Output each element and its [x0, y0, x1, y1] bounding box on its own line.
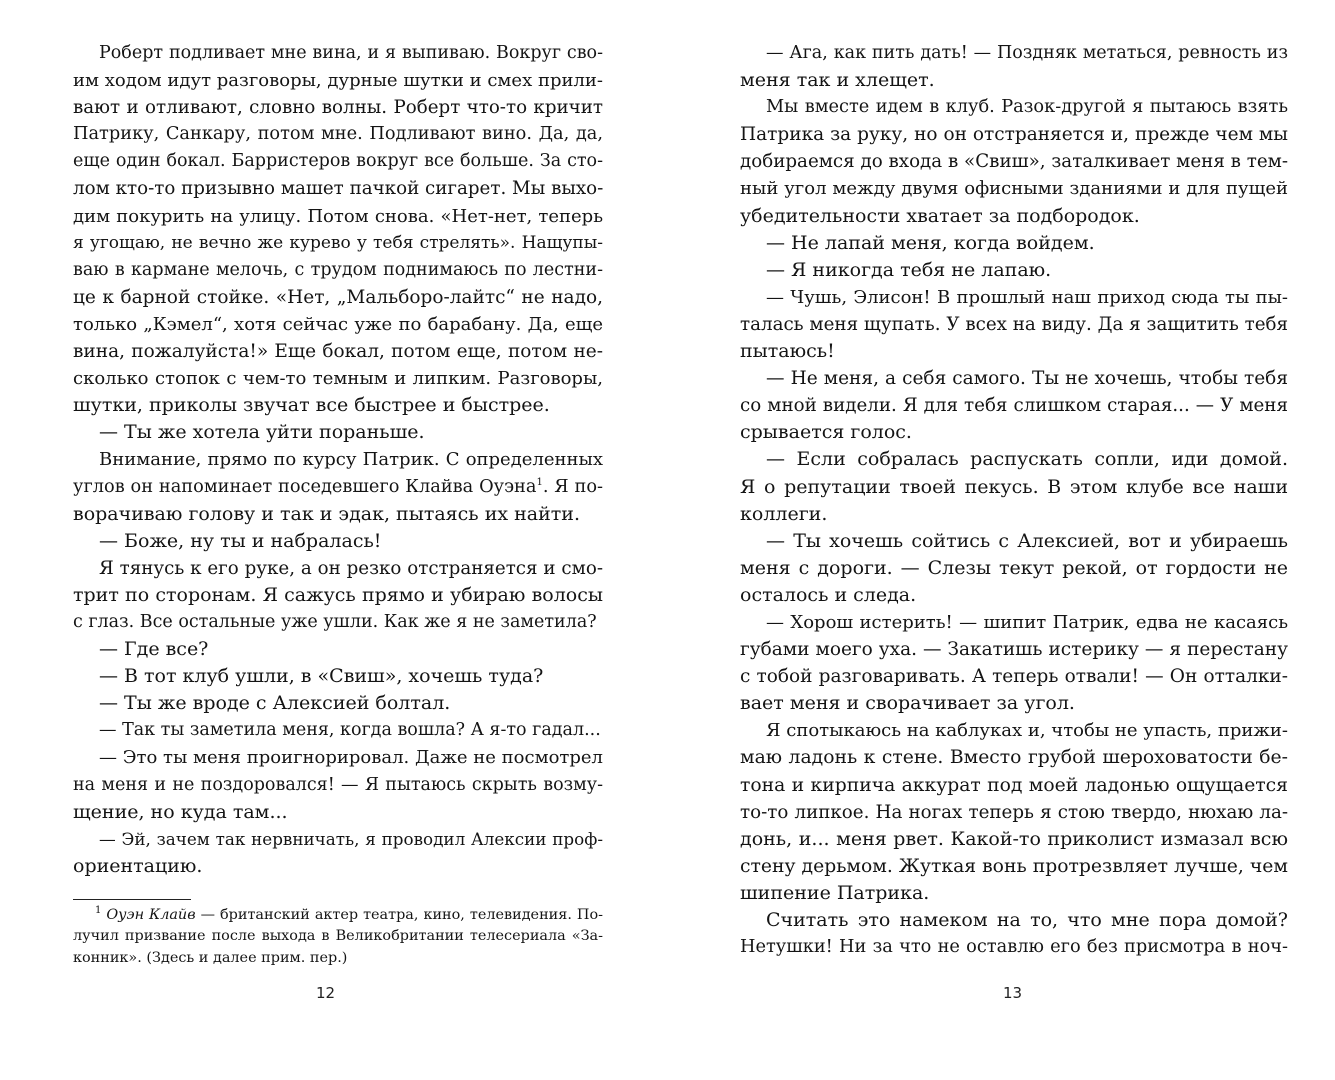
text-line: Патрику, Санкару, потом мне. Подливают вино. Да, да,	[73, 124, 603, 145]
text-line-with-footnote	[73, 474, 603, 501]
text-line: вина, пожалуйста!» Еще бокал, потом еще, потом не-	[73, 341, 603, 363]
text-line: меня так и хлещет.	[740, 69, 935, 92]
text-line: — Я никогда тебя не лапаю.	[766, 258, 1052, 281]
footnote-reference: 1	[536, 476, 543, 488]
text-line: — Боже, ну ты и набралась!	[99, 529, 382, 552]
text-line: талась меня щупать. У всех на виду. Да я защитить тебя	[740, 313, 1288, 335]
text-line: губами моего уха. — Закатишь истерику — я перестану	[740, 639, 1288, 661]
text-line: дим покурить на улицу. Потом снова. «Нет-нет, теперь	[73, 205, 603, 227]
text-line: тона и кирпича аккурат под моей ладонью ощущается	[740, 774, 1288, 796]
text-line: Роберт подливает мне вина, и я выпиваю. Вокруг сво-	[99, 43, 603, 63]
text-line: — Так ты заметила меня, когда вошла? А я-то гадал...	[99, 720, 601, 741]
text-line: — Эй, зачем так нервничать, я проводил Алексии проф-	[99, 828, 603, 849]
text-line: срывается голос.	[740, 421, 912, 444]
text-line: ориентацию.	[73, 854, 203, 877]
page-number-left: 12	[316, 984, 336, 1002]
text-line: ный угол между двумя офисными зданиями и для пущей	[740, 178, 1288, 200]
text-line: — Если собралась распускать сопли, иди домой.	[766, 448, 1288, 471]
right-page-text	[740, 40, 1288, 961]
text-line: я угощаю, не вечно же курево у тебя стрелять». Нащупы-	[73, 232, 603, 253]
text-line: пытаюсь!	[740, 340, 835, 363]
text-line: лом кто-то призывно машет пачкой сигарет. Мы выхо-	[73, 178, 604, 200]
text-line: трит по сторонам. Я сажусь прямо и убираю волосы	[73, 583, 603, 606]
text-line: то-то липкое. На ногах теперь я стою твердо, нюхаю ла-	[740, 801, 1288, 823]
text-line: шутки, приколы звучат все быстрее и быстрее.	[73, 394, 550, 417]
text-line: только „Кэмел“, хотя сейчас уже по барабану. Да, еще	[73, 313, 603, 335]
text-line: — В тот клуб ушли, в «Свиш», хочешь туда?	[99, 665, 544, 688]
text-line: с тобой разговаривать. А теперь отвали! — Он отталки-	[740, 666, 1288, 688]
text-line: Нетушки! Ни за что не оставлю его без присмотра в ноч-	[740, 937, 1288, 958]
text-line: — Ты хочешь сойтись с Алексией, вот и убираешь	[766, 529, 1288, 552]
text-line: вает меня и сворачивает за угол.	[740, 692, 1075, 715]
text-fragment: углов он напоминает поседевшего Клайва Оуэна	[73, 476, 537, 497]
text-line: с глаз. Все остальные уже ушли. Как же я не заметила?	[73, 611, 597, 632]
left-page-text	[73, 40, 603, 880]
text-line: — Ты же вроде с Алексией болтал.	[99, 692, 451, 715]
text-line: меня с дороги. — Слезы текут рекой, от гордости не	[740, 556, 1288, 579]
text-line: ворачиваю голову и так и эдак, пытаясь их найти.	[73, 502, 580, 525]
text-fragment: . Я по-	[542, 476, 603, 497]
text-line: — Это ты меня проигнорировал. Даже не посмотрел	[99, 747, 603, 769]
text-line: еще один бокал. Барристеров вокруг все больше. За сто-	[73, 151, 603, 172]
text-line: маю ладонь к стене. Вместо грубой шероховатости бе-	[740, 747, 1288, 769]
footnote-divider	[73, 899, 191, 900]
text-line: Мы вместе идем в клуб. Разок-другой я пытаюсь взять	[766, 97, 1288, 118]
text-line: — Ты же хотела уйти пораньше.	[99, 421, 425, 444]
text-line: донь, и... меня рвет. Какой-то приколист измазал всю	[740, 827, 1288, 850]
footnote-line: конник». (Здесь и далее прим. пер.)	[73, 949, 348, 966]
text-line: — Чушь, Элисон! В прошлый наш приход сюда ты пы-	[766, 286, 1288, 308]
footnote-line: лучил призвание после выхода в Великобритании телесериала «За-	[73, 928, 603, 945]
text-line: Внимание, прямо по курсу Патрик. С определенных	[99, 449, 603, 471]
text-line: це к барной стойке. «Нет, „Мальборо-лайтс“ не надо,	[73, 286, 603, 308]
page-number-right: 13	[1003, 984, 1023, 1002]
text-line: — Не меня, а себя самого. Ты не хочешь, чтобы тебя	[766, 368, 1288, 390]
text-line: стену дерьмом. Жуткая вонь протрезвляет лучше, чем	[740, 855, 1288, 877]
text-line: добираемся до входа в «Свиш», заталкивает меня в тем-	[740, 151, 1288, 173]
text-line: Патрика за руку, но он отстраняется и, прежде чем мы	[740, 124, 1288, 146]
text-line: осталось и следа.	[740, 583, 917, 606]
footnote-marker: 1	[95, 905, 102, 917]
text-line: вают и отливают, словно волны. Роберт что-то кричит	[73, 97, 603, 119]
text-line: — Ага, как пить дать! — Поздняк метаться, ревность из	[766, 43, 1288, 63]
text-line: щение, но куда там...	[73, 800, 288, 823]
text-line: коллеги.	[740, 502, 828, 525]
text-line: убедительности хватает за подбородок.	[740, 204, 1140, 227]
text-line: им ходом идут разговоры, дурные шутки и смех прили-	[73, 70, 603, 92]
text-line: ваю в кармане мелочь, с трудом поднимаюсь по лестни-	[73, 259, 603, 280]
footnote-text: — британский актер театра, кино, телевидения. По-	[195, 907, 603, 923]
text-line: Я спотыкаюсь на каблуках и, чтобы не упасть, прижи-	[766, 720, 1289, 742]
text-line: шипение Патрика.	[740, 881, 930, 904]
text-line: — Не лапай меня, когда войдем.	[766, 231, 1095, 254]
text-line: Считать это намеком на то, что мне пора домой?	[766, 909, 1288, 931]
text-line: — Где все?	[99, 638, 209, 661]
footnote	[73, 905, 603, 969]
footnote-line	[73, 905, 603, 926]
text-line: со мной видели. Я для тебя слишком старая... — У меня	[740, 395, 1288, 417]
text-line: Я тянусь к его руке, а он резко отстраняется и смо-	[99, 557, 603, 579]
text-line: — Хорош истерить! — шипит Патрик, едва не касаясь	[766, 611, 1288, 633]
text-line: на меня и не поздоровался! — Я пытаюсь скрыть возму-	[73, 774, 603, 795]
footnote-name: Оуэн Клайв	[106, 907, 196, 923]
text-line: сколько стопок с чем-то темным и липким. Разговоры,	[73, 368, 603, 390]
text-line: Я о репутации твоей пекусь. В этом клубе все наши	[740, 475, 1288, 498]
